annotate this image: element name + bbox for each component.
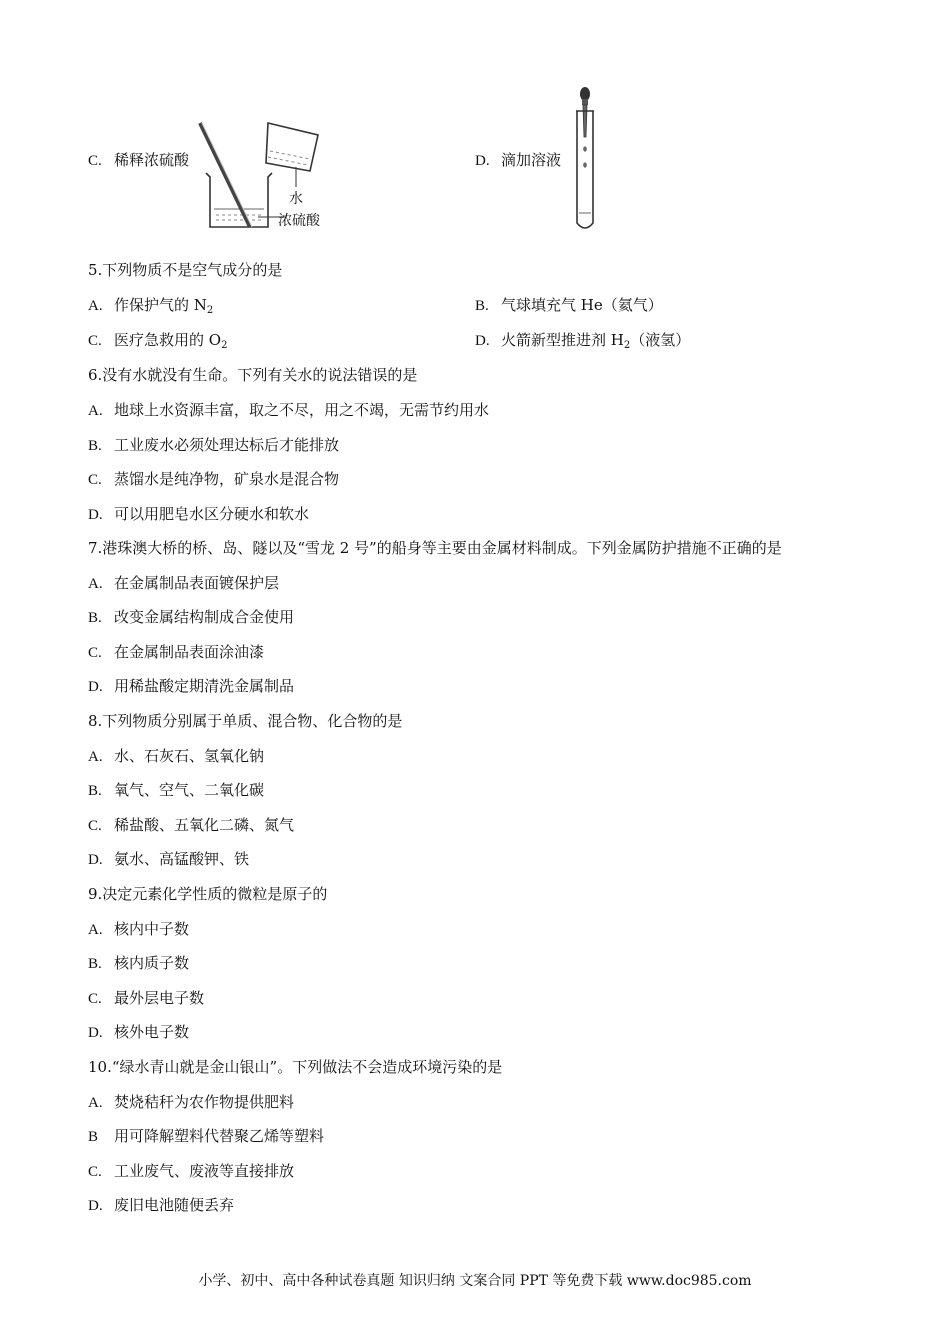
q6-option-c	[88, 469, 339, 490]
option-text: 工业废水必须处理达标后才能排放	[114, 436, 340, 454]
q10-option-d	[88, 1195, 234, 1216]
q10-option-a	[88, 1092, 294, 1113]
option-letter: D.	[88, 507, 103, 523]
q7-option-b	[88, 607, 294, 628]
option-text: 核内中子数	[114, 920, 190, 938]
q6-option-d	[88, 504, 309, 525]
option-letter: B.	[88, 610, 102, 626]
acid-label: 浓硫酸	[278, 213, 320, 229]
option-letter: B	[88, 1129, 99, 1145]
water-label: 水	[289, 191, 303, 207]
option-letter: C.	[88, 818, 102, 834]
q8-option-c	[88, 815, 294, 836]
option-text: 最外层电子数	[114, 989, 205, 1007]
option-text: 废旧电池随便丢弃	[114, 1196, 235, 1214]
option-letter: C.	[88, 153, 102, 169]
option-letter: D.	[475, 333, 490, 349]
option-letter: B.	[88, 956, 102, 972]
option-text: 在金属制品表面涂油漆	[114, 643, 265, 661]
option-letter: A.	[88, 298, 103, 314]
option-letter: B.	[475, 298, 489, 314]
option-text: 工业废气、废液等直接排放	[114, 1162, 295, 1180]
question-10-stem: 10.“绿水青山就是金山银山”。下列做法不会造成环境污染的是	[88, 1058, 503, 1076]
q5-option-a	[88, 295, 213, 316]
option-text-tail: （液氢）	[630, 331, 691, 349]
subscript: 2	[623, 340, 631, 351]
option-text: 作保护气的 N	[114, 296, 207, 314]
q9-option-a	[88, 919, 189, 940]
option-letter: A.	[88, 922, 103, 938]
q7-option-d	[88, 676, 294, 697]
q4-option-c	[88, 150, 189, 171]
subscript: 2	[206, 305, 214, 316]
option-text: 可以用肥皂水区分硬水和软水	[114, 505, 310, 523]
q10-option-b	[88, 1126, 324, 1147]
option-letter: D.	[88, 1025, 103, 1041]
option-text: 焚烧秸秆为农作物提供肥料	[114, 1093, 295, 1111]
q5-option-d	[475, 330, 690, 351]
q7-option-c	[88, 642, 264, 663]
option-text: 氧气、空气、二氧化碳	[114, 781, 265, 799]
option-letter: D.	[88, 1198, 103, 1214]
option-text: 气球填充气 He（氦气）	[501, 296, 663, 314]
option-text: 水、石灰石、氢氧化钠	[114, 747, 265, 765]
q5-option-b	[475, 295, 663, 316]
question-6-stem: 6.没有水就没有生命。下列有关水的说法错误的是	[88, 366, 418, 384]
option-letter: D.	[88, 852, 103, 868]
q10-option-c	[88, 1161, 294, 1182]
option-letter: C.	[88, 333, 102, 349]
page-footer: 小学、初中、高中各种试卷真题 知识归纳 文案合同 PPT 等免费下载 www.doc985.com	[198, 1273, 752, 1289]
option-letter: A.	[88, 403, 103, 419]
q8-option-a	[88, 746, 264, 767]
option-letter: A.	[88, 1095, 103, 1111]
q7-option-a	[88, 573, 279, 594]
option-letter: C.	[88, 991, 102, 1007]
option-letter: D.	[475, 153, 490, 169]
option-text: 氨水、高锰酸钾、铁	[114, 850, 250, 868]
option-letter: D.	[88, 679, 103, 695]
option-letter: A.	[88, 576, 103, 592]
dropper-test-tube-figure	[570, 85, 600, 235]
option-text: 核外电子数	[114, 1023, 190, 1041]
option-letter: C.	[88, 472, 102, 488]
q8-option-b	[88, 780, 264, 801]
q9-option-b	[88, 953, 189, 974]
option-text: 稀盐酸、五氧化二磷、氮气	[114, 816, 295, 834]
option-letter: B.	[88, 783, 102, 799]
option-text: 用可降解塑料代替聚乙烯等塑料	[114, 1127, 325, 1145]
option-text: 蒸馏水是纯净物，矿泉水是混合物	[114, 470, 340, 488]
option-letter: C.	[88, 1164, 102, 1180]
q4-option-d	[475, 150, 561, 171]
option-text: 医疗急救用的 O	[114, 331, 222, 349]
option-letter: B.	[88, 438, 102, 454]
question-8-stem: 8.下列物质分别属于单质、混合物、化合物的是	[88, 712, 403, 730]
option-text: 在金属制品表面镀保护层	[114, 574, 280, 592]
option-letter: A.	[88, 749, 103, 765]
question-7-stem: 7.港珠澳大桥的桥、岛、隧以及“雪龙 2 号”的船身等主要由金属材料制成。下列金属防护措施不正确的是	[88, 539, 782, 557]
option-text: 改变金属结构制成合金使用	[114, 608, 295, 626]
option-letter: C.	[88, 645, 102, 661]
option-text: 地球上水资源丰富，取之不尽，用之不竭，无需节约用水	[114, 401, 490, 419]
dilute-sulfuric-acid-figure	[198, 115, 348, 235]
option-text: 火箭新型推进剂 H	[501, 331, 624, 349]
q6-option-a	[88, 400, 489, 421]
q6-option-b	[88, 435, 339, 456]
question-9-stem: 9.决定元素化学性质的微粒是原子的	[88, 885, 328, 903]
option-text: 核内质子数	[114, 954, 190, 972]
q9-option-c	[88, 988, 204, 1009]
q9-option-d	[88, 1022, 189, 1043]
option-text: 稀释浓硫酸	[114, 151, 190, 169]
q8-option-d	[88, 849, 249, 870]
question-5-stem: 5.下列物质不是空气成分的是	[88, 261, 283, 279]
option-text: 滴加溶液	[501, 151, 562, 169]
q5-option-c	[88, 330, 227, 351]
subscript: 2	[221, 340, 228, 351]
option-text: 用稀盐酸定期清洗金属制品	[114, 677, 295, 695]
